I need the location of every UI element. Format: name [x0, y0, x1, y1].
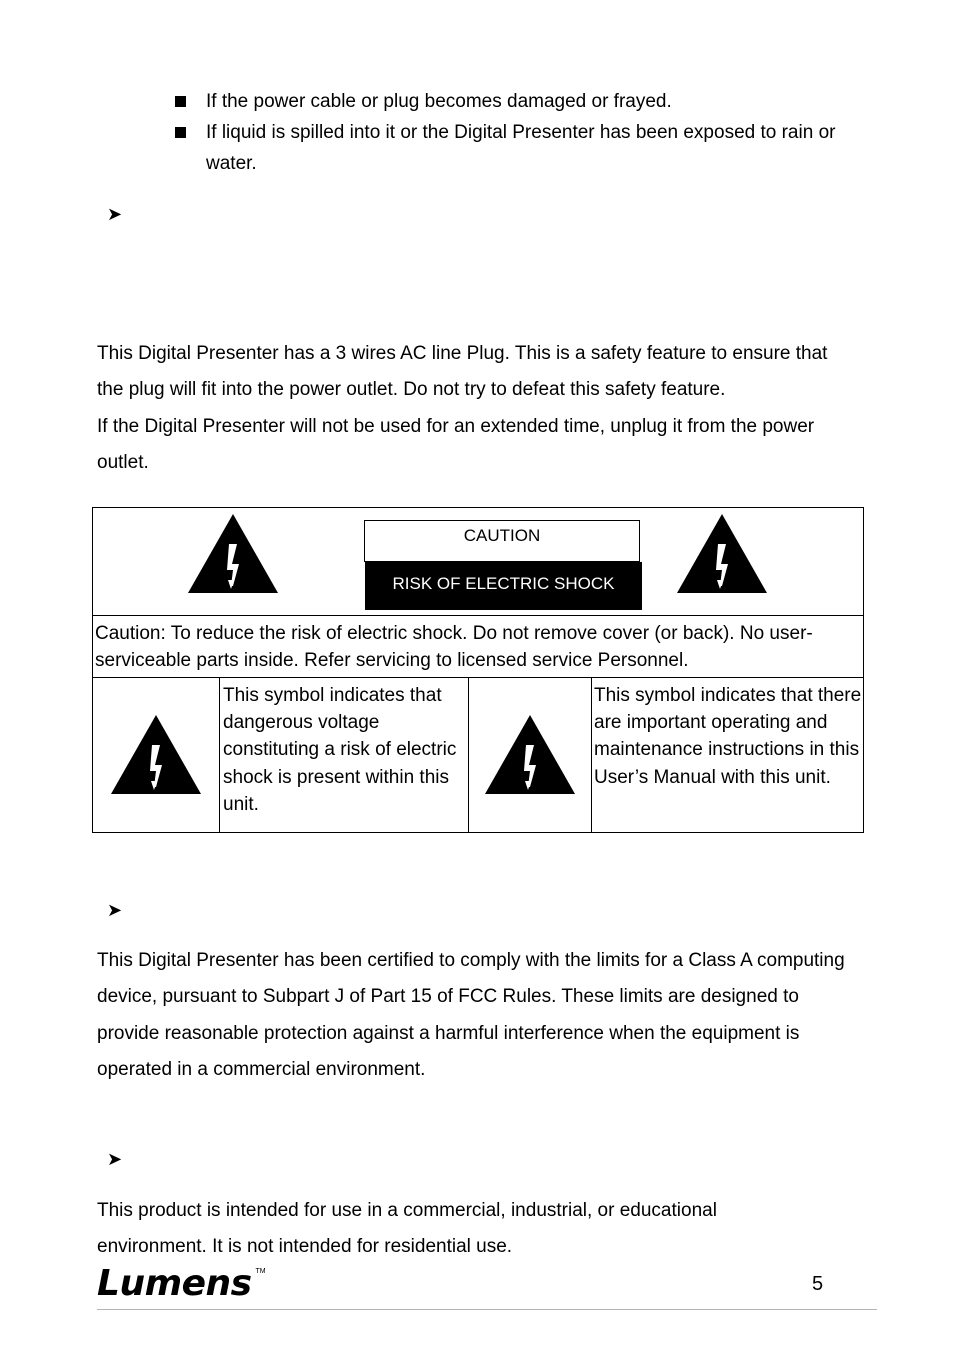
lumens-logo	[97, 1263, 266, 1304]
use-paragraph: This product is intended for use in a commercial, industrial, or educational environment. It is not intended for residential use.	[97, 1200, 717, 1258]
table-divider	[92, 677, 864, 678]
page-number: 5	[812, 1273, 824, 1295]
footer-rule	[97, 1309, 877, 1310]
arrow-bullet-icon: ➤	[107, 1149, 123, 1169]
plug-paragraph-text-1: This Digital Presenter has a 3 wires AC line Plug. This is a safety feature to ensure that the plug will fit into the power outlet. Do not try to defeat this safety feature.	[97, 343, 828, 401]
caution-text: Caution: To reduce the risk of electric shock. Do not remove cover (or back). No user-serviceable parts inside. Refer servicing to licensed service Personnel.	[95, 623, 813, 672]
table-divider	[591, 677, 592, 833]
plug-paragraph-text-2: If the Digital Presenter will not be used for an extended time, unplug it from the power outlet.	[97, 415, 815, 474]
caution-label: CAUTION	[364, 520, 640, 562]
symbol2-description: This symbol indicates that there are important operating and maintenance instructions in this User’s Manual with this unit.	[594, 685, 862, 788]
lightning-warning-icon	[484, 715, 576, 795]
lightning-warning-icon	[110, 715, 202, 795]
fcc-paragraph: This Digital Presenter has been certified to comply with the limits for a Class A computing device, pursuant to Subpart J of Part 15 of FCC Rules. These limits are designed to provide reasonable protection against a harmful interference when the equipment is operated in a commercial environment.	[97, 950, 845, 1081]
symbol1-description: This symbol indicates that dangerous voltage constituting a risk of electric shock is present within this unit.	[223, 685, 457, 815]
trademark-mark: TM	[255, 1268, 266, 1275]
arrow-bullet-icon: ➤	[107, 900, 123, 920]
lightning-warning-icon	[676, 514, 768, 594]
table-divider	[92, 615, 864, 616]
lightning-warning-icon	[187, 514, 279, 594]
risk-of-shock-label: RISK OF ELECTRIC SHOCK	[365, 562, 642, 610]
plug-paragraph	[97, 336, 867, 482]
bullet-item: If liquid is spilled into it or the Digital Presenter has been exposed to rain or water.	[206, 122, 836, 174]
table-divider	[468, 677, 469, 833]
square-bullet-icon	[175, 127, 186, 138]
square-bullet-icon	[175, 96, 186, 107]
arrow-bullet-icon: ➤	[107, 204, 123, 224]
logo-text: Lumens	[97, 1263, 252, 1304]
bullet-item: If the power cable or plug becomes damaged or frayed.	[206, 91, 672, 112]
table-divider	[219, 677, 220, 833]
